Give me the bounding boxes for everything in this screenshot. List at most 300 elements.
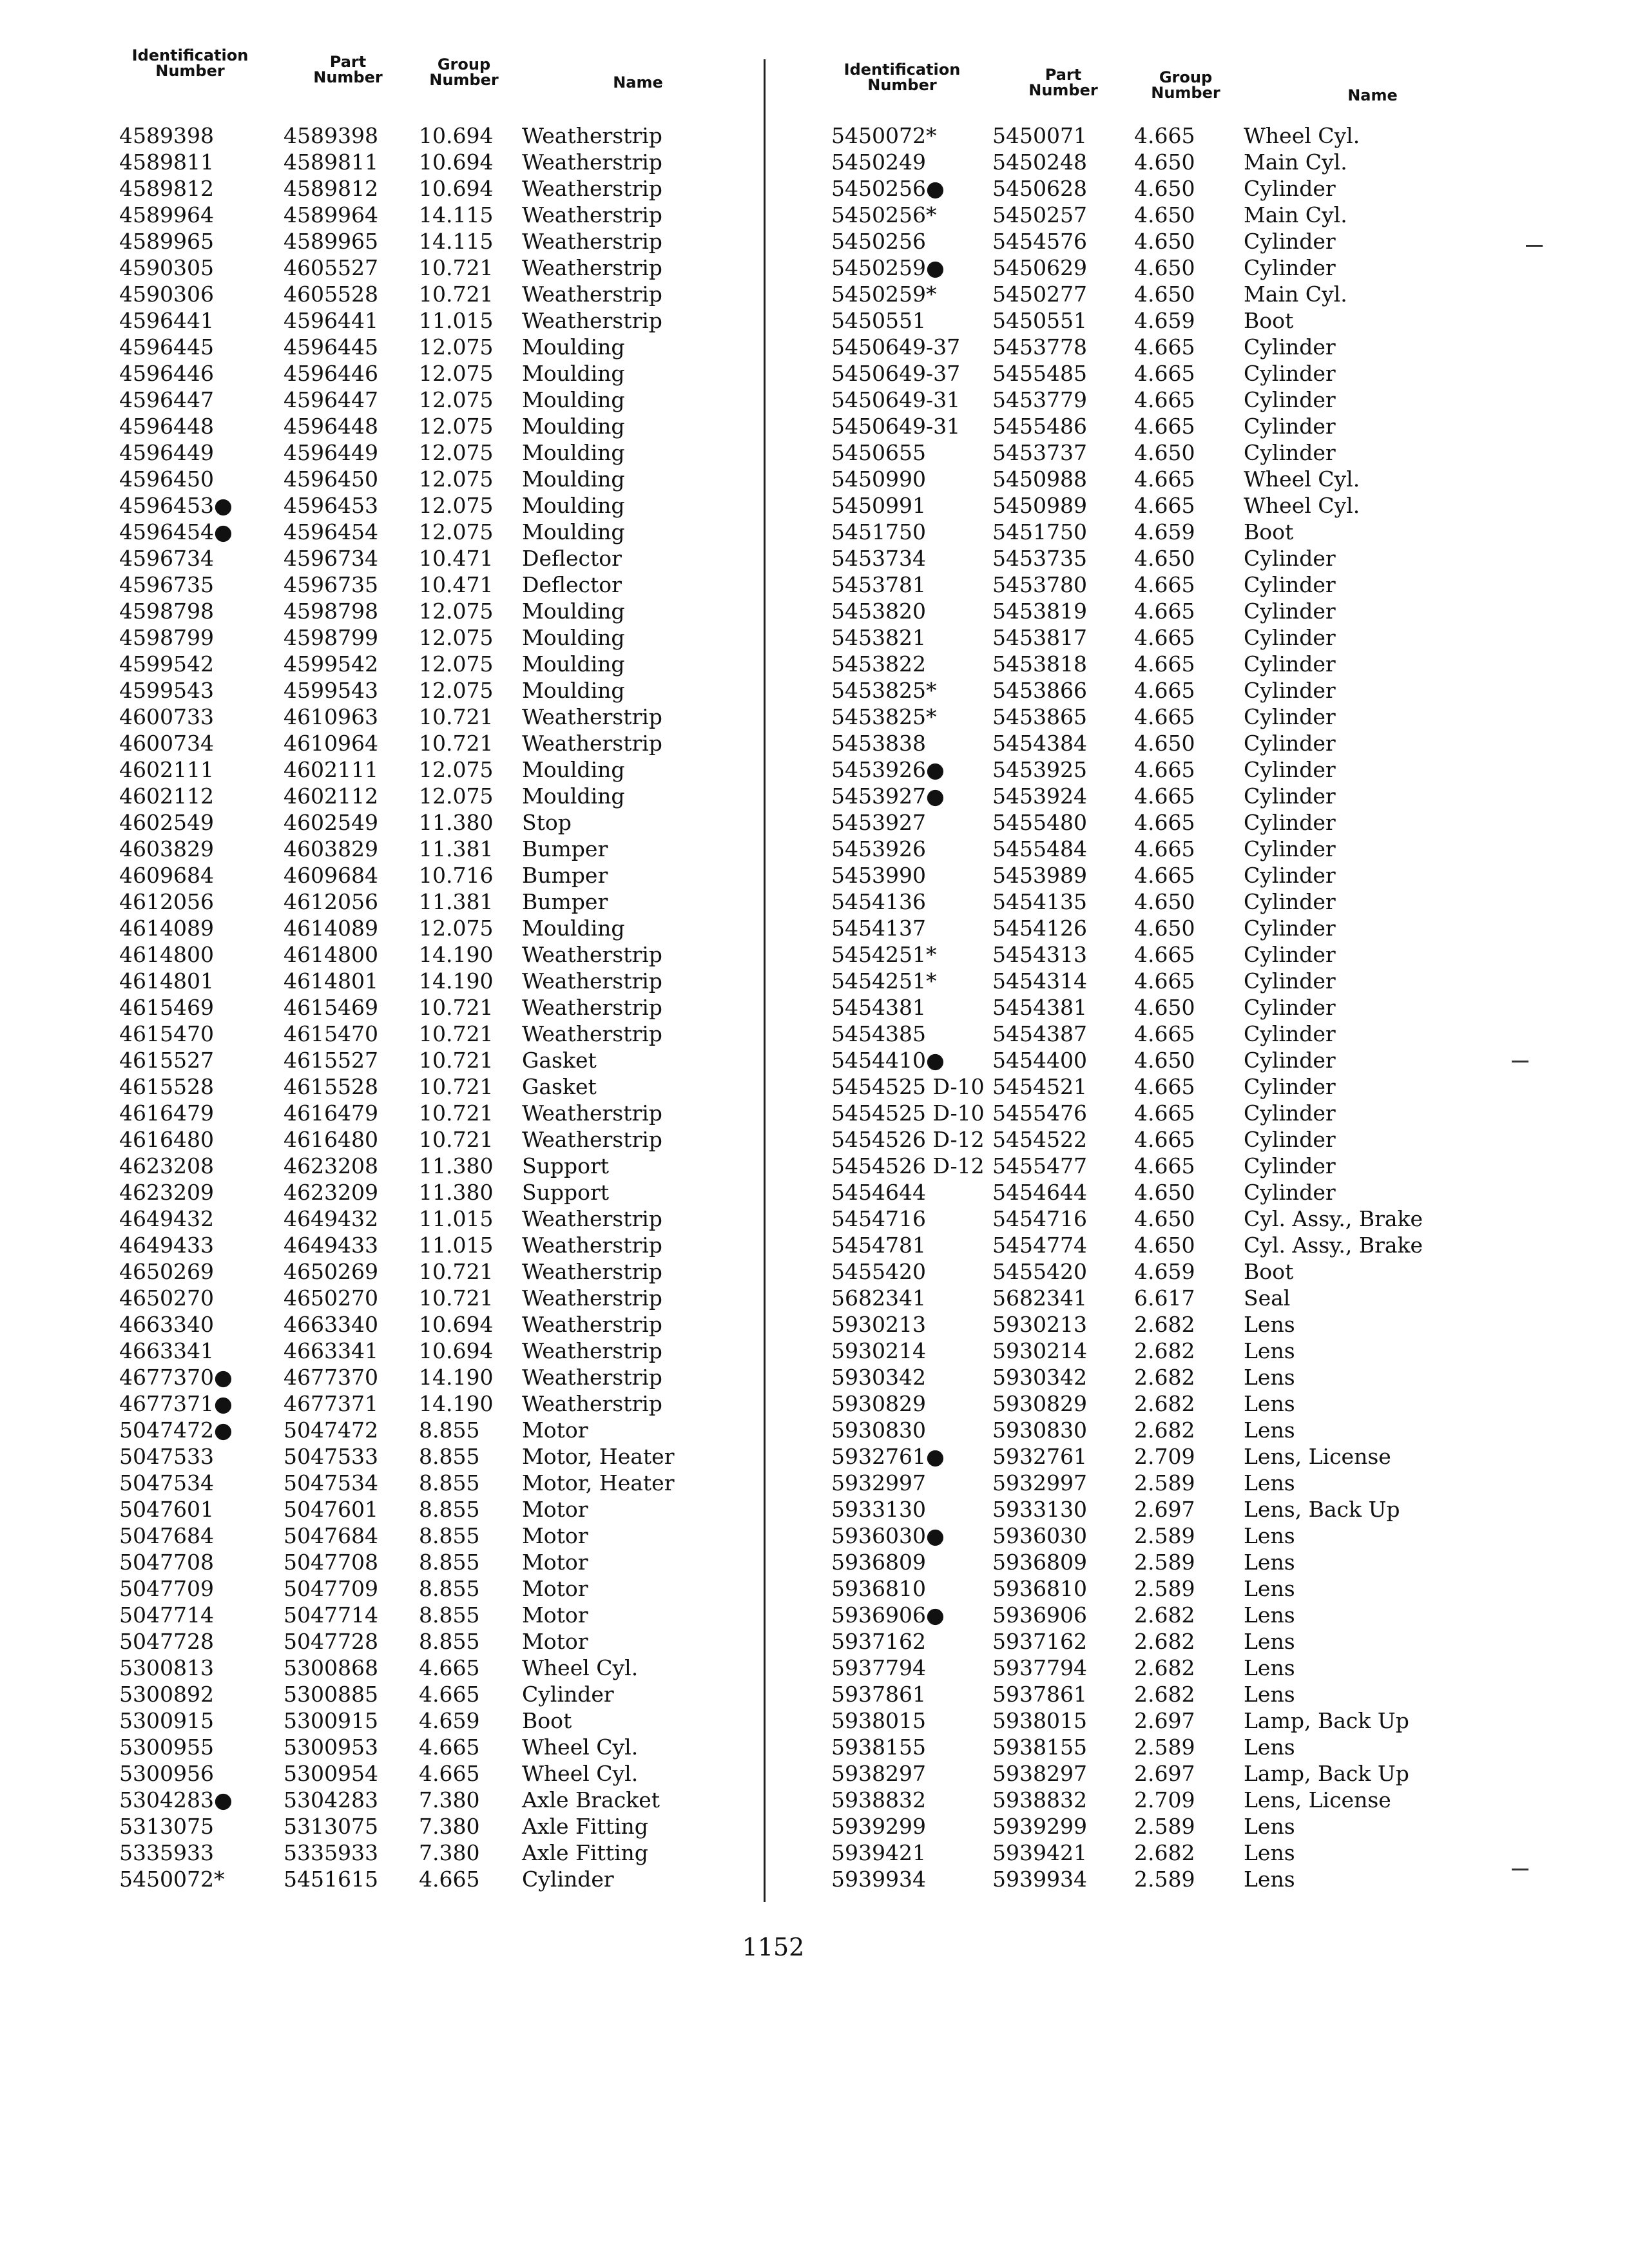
part-name-cell: Cylinder [1244,889,1336,914]
part-number-cell: 5300953 [284,1735,378,1760]
table-row [805,783,1476,809]
margin-mark [1526,245,1543,247]
id-number-cell: 5450649-31 [831,414,961,439]
part-name-cell: Motor [522,1497,588,1522]
group-number-cell: 8.855 [419,1418,480,1443]
group-number-cell: 4.650 [1134,1048,1195,1073]
part-number-cell: 4596446 [284,361,378,386]
table-row [103,122,754,149]
group-number-cell: 10.721 [419,1100,494,1126]
group-number-cell: 4.665 [1134,334,1195,360]
table-row [805,281,1476,307]
table-row [805,1232,1476,1258]
part-name-cell: Boot [1244,519,1294,544]
part-name-cell: Lamp, Back Up [1244,1708,1409,1733]
id-number-cell: 4598798 [119,599,214,624]
table-row [805,1206,1476,1232]
table-row [805,228,1476,255]
id-number-cell: 4616479 [119,1100,214,1126]
part-number-cell: 5453780 [992,572,1087,597]
part-number-cell: 5313075 [284,1814,378,1839]
table-row [805,122,1476,149]
table-row [103,1179,754,1206]
part-number-cell: 5937861 [992,1682,1087,1707]
table-row [805,756,1476,783]
group-number-cell: 8.855 [419,1470,480,1495]
group-number-cell: 4.665 [1134,1153,1195,1178]
id-number-cell: 5450649-37 [831,361,961,386]
table-row [805,704,1476,730]
id-number-cell: 5453820 [831,599,926,624]
table-row [103,968,754,994]
part-number-cell: 4615527 [284,1048,378,1073]
part-number-cell: 5450988 [992,466,1087,492]
table-row [103,1390,754,1417]
id-number-cell: 4649433 [119,1233,214,1258]
id-number-cell: 4600733 [119,704,214,729]
table-row [805,1628,1476,1655]
table-row [103,624,754,651]
part-name-cell: Moulding [522,361,625,386]
part-name-cell: Motor [522,1550,588,1575]
id-number-cell: 5300955 [119,1735,214,1760]
id-number-cell: 5450551 [831,308,926,333]
group-number-cell: 2.589 [1134,1735,1195,1760]
group-number-cell: 7.380 [419,1814,480,1839]
table-row [103,1232,754,1258]
part-name-cell: Weatherstrip [522,176,662,201]
table-row [103,334,754,360]
table-row [805,1100,1476,1126]
id-number-header: Identification Number [131,46,249,80]
group-number-cell: 10.716 [419,863,494,888]
id-number-cell: 4596441 [119,308,214,333]
group-number-cell: 14.190 [419,942,494,967]
table-row [103,994,754,1021]
id-number-cell: 5454716 [831,1206,926,1231]
table-row [103,1707,754,1734]
part-name-cell: Weatherstrip [522,282,662,307]
id-number-cell: 5454251* [831,968,937,994]
part-number-cell: 4603829 [284,836,378,861]
group-number-cell: 2.682 [1134,1365,1195,1390]
part-number-cell: 5939299 [992,1814,1087,1839]
group-number-cell: 10.721 [419,282,494,307]
part-number-cell: 5933130 [992,1497,1087,1522]
id-number-cell: 5454526 D-12 [831,1127,985,1152]
part-number-cell: 5454314 [992,968,1087,994]
part-name-cell: Cylinder [1244,334,1336,360]
part-number-cell: 5936809 [992,1550,1087,1575]
part-number-cell: 4596735 [284,572,378,597]
group-number-cell: 11.381 [419,836,494,861]
part-name-cell: Lens [1244,1523,1295,1548]
table-row [103,598,754,624]
id-number-cell: 4596450 [119,466,214,492]
group-number-cell: 12.075 [419,651,494,677]
part-name-cell: Cylinder [1244,1048,1336,1073]
table-row [103,255,754,281]
group-number-cell: 4.665 [1134,1021,1195,1046]
part-number-cell: 5939421 [992,1840,1087,1865]
part-name-cell: Axle Bracket [522,1787,660,1812]
group-number-cell: 4.659 [1134,519,1195,544]
part-number-cell: 5455476 [992,1100,1087,1126]
part-name-cell: Lamp, Back Up [1244,1761,1409,1786]
part-name-cell: Lens [1244,1550,1295,1575]
part-name-cell: Lens [1244,1576,1295,1601]
part-name-cell: Lens [1244,1867,1295,1892]
table-row [103,1734,754,1760]
group-number-cell: 4.650 [1134,440,1195,465]
part-number-cell: 4677370 [284,1365,378,1390]
part-name-cell: Cylinder [1244,255,1336,280]
group-number-cell: 4.650 [1134,916,1195,941]
id-number-cell: 5937162 [831,1629,926,1654]
part-name-cell: Deflector [522,546,622,571]
group-number-cell: 14.190 [419,968,494,994]
part-name-cell: Weatherstrip [522,1100,662,1126]
group-number-cell: 4.650 [1134,995,1195,1020]
part-name-cell: Moulding [522,466,625,492]
id-number-cell: 4609684 [119,863,214,888]
part-name-cell: Cylinder [1244,757,1336,782]
part-number-cell: 4596441 [284,308,378,333]
id-number-cell: 5453838 [831,731,926,756]
part-name-cell: Cylinder [1244,1021,1336,1046]
table-row [805,862,1476,889]
table-row [103,1258,754,1285]
group-number-cell: 8.855 [419,1550,480,1575]
left-parts-table [103,45,754,1892]
table-row [805,1338,1476,1364]
part-name-cell: Cylinder [1244,1100,1336,1126]
table-row [805,202,1476,228]
part-name-cell: Cylinder [1244,783,1336,809]
id-number-cell: 4602112 [119,783,214,809]
part-number-cell: 4605528 [284,282,378,307]
id-number-cell: 5936030● [831,1523,945,1548]
part-name-cell: Cylinder [1244,678,1336,703]
part-number-cell: 4602549 [284,810,378,835]
group-number-cell: 11.381 [419,889,494,914]
table-row [103,783,754,809]
part-name-cell: Wheel Cyl. [522,1761,639,1786]
group-number-cell: 4.665 [1134,387,1195,412]
group-number-cell: 4.665 [419,1682,480,1707]
table-row [103,307,754,334]
table-row [805,598,1476,624]
part-name-cell: Weatherstrip [522,968,662,994]
id-number-cell: 5454381 [831,995,926,1020]
group-number-cell: 2.589 [1134,1550,1195,1575]
group-number-cell: 4.665 [419,1761,480,1786]
part-name-cell: Cylinder [1244,836,1336,861]
id-number-cell: 5454137 [831,916,926,941]
part-number-cell: 5938155 [992,1735,1087,1760]
part-number-cell: 4615469 [284,995,378,1020]
id-number-cell: 4590305 [119,255,214,280]
id-number-cell: 5939934 [831,1867,926,1892]
table-row [805,941,1476,968]
table-row [805,1681,1476,1707]
id-number-cell: 4614089 [119,916,214,941]
group-number-cell: 4.650 [1134,1233,1195,1258]
part-number-cell: 4599543 [284,678,378,703]
part-name-cell: Support [522,1153,610,1178]
group-number-cell: 2.682 [1134,1629,1195,1654]
group-number-cell: 10.721 [419,255,494,280]
id-number-cell: 5938297 [831,1761,926,1786]
group-number-cell: 4.665 [1134,968,1195,994]
group-number-cell: 2.682 [1134,1312,1195,1337]
table-row [805,307,1476,334]
part-number-cell: 5453866 [992,678,1087,703]
table-row [805,1047,1476,1073]
part-name-cell: Cyl. Assy., Brake [1244,1206,1423,1231]
part-name-cell: Weatherstrip [522,1206,662,1231]
part-name-cell: Lens [1244,1602,1295,1628]
group-number-cell: 12.075 [419,466,494,492]
group-number-cell: 4.665 [1134,1127,1195,1152]
id-number-cell: 5453781 [831,572,926,597]
part-name-cell: Cylinder [1244,995,1336,1020]
id-number-cell: 5450990 [831,466,926,492]
id-number-cell: 5455420 [831,1259,926,1284]
table-row [805,809,1476,836]
part-number-cell: 4610963 [284,704,378,729]
part-name-cell: Moulding [522,493,625,518]
group-number-cell: 8.855 [419,1576,480,1601]
group-number-cell: 14.190 [419,1391,494,1416]
table-row [103,836,754,862]
id-number-cell: 4600734 [119,731,214,756]
page-number: 1152 [742,1933,805,1961]
group-number-cell: 11.015 [419,1206,494,1231]
table-row [805,1866,1476,1892]
group-number-cell: 10.694 [419,176,494,201]
part-number-cell: 5930342 [992,1365,1087,1390]
part-number-cell: 4615470 [284,1021,378,1046]
part-name-cell: Weatherstrip [522,1365,662,1390]
id-number-cell: 5453822 [831,651,926,677]
group-number-cell: 12.075 [419,519,494,544]
table-row [805,334,1476,360]
part-name-cell: Boot [522,1708,572,1733]
table-row [805,730,1476,756]
part-number-cell: 4598798 [284,599,378,624]
table-row [805,1787,1476,1813]
part-number-cell: 5451750 [992,519,1087,544]
table-row [805,519,1476,545]
group-number-cell: 2.682 [1134,1655,1195,1680]
table-row [103,677,754,704]
table-row [103,519,754,545]
id-number-cell: 4615528 [119,1074,214,1099]
table-row [103,202,754,228]
id-number-cell: 4677370● [119,1365,233,1390]
table-row [103,149,754,175]
part-name-cell: Weatherstrip [522,1338,662,1363]
id-number-cell: 5936810 [831,1576,926,1601]
group-number-cell: 12.075 [419,625,494,650]
id-number-cell: 5047714 [119,1602,214,1628]
part-number-cell: 4589811 [284,149,378,175]
id-number-cell: 5450072* [831,123,937,148]
id-number-cell: 4589812 [119,176,214,201]
id-number-cell: 5450072* [119,1867,225,1892]
group-number-cell: 10.721 [419,1259,494,1284]
part-name-cell: Moulding [522,625,625,650]
part-name-cell: Cylinder [1244,572,1336,597]
part-name-cell: Cylinder [1244,942,1336,967]
group-number-cell: 12.075 [419,493,494,518]
group-number-cell: 10.471 [419,546,494,571]
id-number-cell: 5451750 [831,519,926,544]
part-name-cell: Cylinder [1244,229,1336,254]
id-number-cell: 5930829 [831,1391,926,1416]
part-number-cell: 5450257 [992,202,1087,227]
id-number-cell: 5047684 [119,1523,214,1548]
part-number-cell: 5453865 [992,704,1087,729]
id-number-cell: 5454525 D-10 [831,1100,985,1126]
id-number-cell: 4615469 [119,995,214,1020]
part-name-cell: Weatherstrip [522,202,662,227]
id-number-cell: 4663340 [119,1312,214,1337]
part-name-cell: Moulding [522,440,625,465]
id-number-cell: 5047708 [119,1550,214,1575]
part-name-cell: Main Cyl. [1244,149,1347,175]
table-row [805,1813,1476,1840]
group-number-cell: 4.650 [1134,1180,1195,1205]
part-name-cell: Cylinder [1244,968,1336,994]
part-name-cell: Weatherstrip [522,123,662,148]
part-number-cell: 5939934 [992,1867,1087,1892]
part-name-cell: Axle Fitting [522,1840,648,1865]
id-number-cell: 5930342 [831,1365,926,1390]
part-name-cell: Lens, License [1244,1444,1391,1469]
group-number-cell: 2.589 [1134,1576,1195,1601]
group-number-cell: 7.380 [419,1787,480,1812]
part-name-cell: Weatherstrip [522,308,662,333]
group-number-cell: 4.665 [1134,651,1195,677]
table-row [805,624,1476,651]
part-number-cell: 5047533 [284,1444,378,1469]
id-number-cell: 4589964 [119,202,214,227]
part-number-cell: 5304283 [284,1787,378,1812]
part-name-cell: Lens [1244,1655,1295,1680]
table-row [805,1655,1476,1681]
id-number-cell: 4596734 [119,546,214,571]
id-number-cell: 5453825* [831,704,937,729]
table-row [805,1258,1476,1285]
group-number-cell: 2.589 [1134,1470,1195,1495]
id-number-cell: 4602111 [119,757,214,782]
group-number-cell: 8.855 [419,1497,480,1522]
id-number-cell: 5932761● [831,1444,945,1469]
table-row [103,492,754,519]
group-number-cell: 4.665 [1134,810,1195,835]
table-row [103,915,754,941]
id-number-cell: 5450259● [831,255,945,280]
part-number-cell: 4623208 [284,1153,378,1178]
part-name-cell: Seal [1244,1285,1291,1311]
part-name-cell: Lens [1244,1418,1295,1443]
margin-mark [1512,1061,1528,1062]
part-name-cell: Main Cyl. [1244,282,1347,307]
part-number-cell: 5455484 [992,836,1087,861]
part-name-cell: Motor, Heater [522,1444,675,1469]
id-number-cell: 5047533 [119,1444,214,1469]
table-row [103,1126,754,1153]
table-row [103,1311,754,1338]
part-number-cell: 4589965 [284,229,378,254]
id-number-cell: 5939421 [831,1840,926,1865]
part-name-cell: Weatherstrip [522,704,662,729]
id-number-cell: 4623208 [119,1153,214,1178]
id-number-cell: 4623209 [119,1180,214,1205]
part-name-cell: Lens [1244,1840,1295,1865]
group-number-cell: 4.665 [1134,466,1195,492]
id-number-cell: 4663341 [119,1338,214,1363]
table-row [103,413,754,439]
part-number-cell: 5455420 [992,1259,1087,1284]
part-name-cell: Wheel Cyl. [1244,493,1360,518]
group-number-cell: 4.650 [1134,202,1195,227]
table-row [103,862,754,889]
id-number-cell: 5454526 D-12 [831,1153,985,1178]
id-number-cell: 4603829 [119,836,214,861]
part-name-cell: Cylinder [522,1682,614,1707]
group-number-cell: 12.075 [419,387,494,412]
part-name-cell: Moulding [522,757,625,782]
table-row [805,677,1476,704]
id-number-cell: 5930213 [831,1312,926,1337]
id-number-cell: 4596453● [119,493,233,518]
part-number-cell: 5454644 [992,1180,1087,1205]
part-name-cell: Moulding [522,651,625,677]
table-row [103,228,754,255]
part-number-cell: 4650270 [284,1285,378,1311]
table-row [805,1126,1476,1153]
part-number-cell: 5047684 [284,1523,378,1548]
table-row [805,994,1476,1021]
part-number-cell: 5047601 [284,1497,378,1522]
part-name-cell: Weatherstrip [522,1391,662,1416]
group-number-cell: 2.589 [1134,1523,1195,1548]
table-row [103,1153,754,1179]
group-number-cell: 4.665 [1134,678,1195,703]
id-number-cell: 4599543 [119,678,214,703]
group-number-cell: 4.665 [1134,836,1195,861]
table-row [103,704,754,730]
part-number-cell: 5300954 [284,1761,378,1786]
part-name-cell: Weatherstrip [522,1127,662,1152]
part-number-cell: 5453818 [992,651,1087,677]
part-name-cell: Weatherstrip [522,1233,662,1258]
id-number-cell: 4615470 [119,1021,214,1046]
part-number-cell: 5300885 [284,1682,378,1707]
part-number-cell: 5454381 [992,995,1087,1020]
id-number-cell: 4596735 [119,572,214,597]
id-number-cell: 5450649-37 [831,334,961,360]
part-name-cell: Moulding [522,783,625,809]
id-number-cell: 5933130 [831,1497,926,1522]
part-name-cell: Moulding [522,916,625,941]
table-row [805,387,1476,413]
part-number-cell: 4649433 [284,1233,378,1258]
table-row [805,1707,1476,1734]
